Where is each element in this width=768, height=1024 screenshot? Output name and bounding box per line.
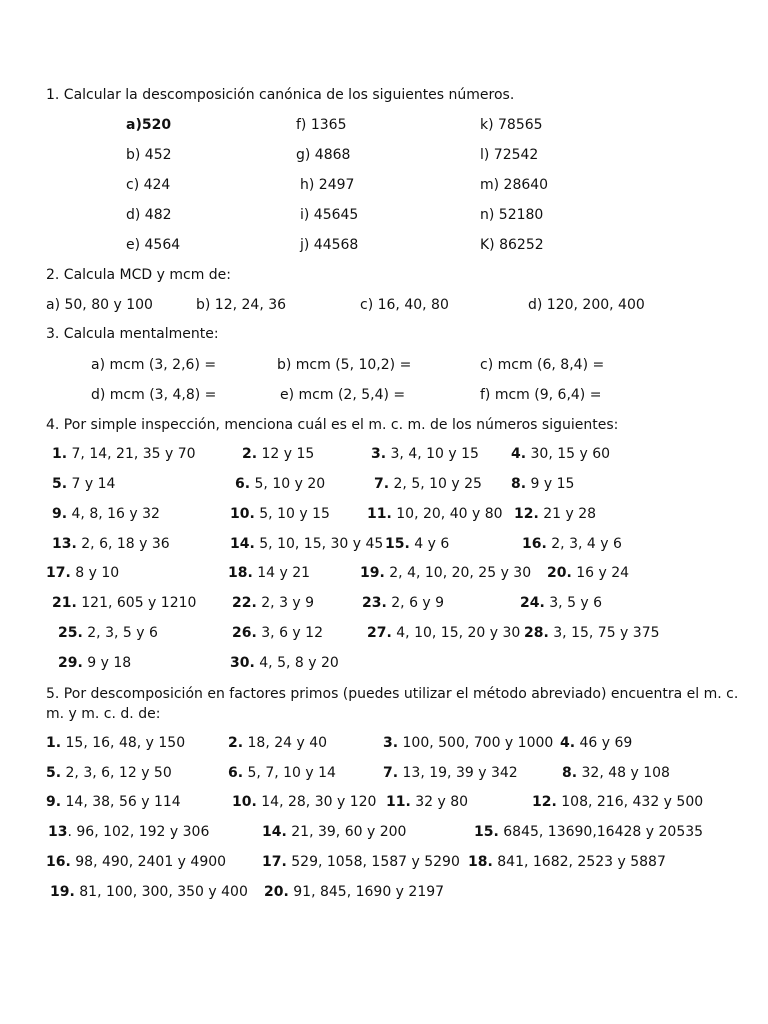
s5-item: 19. 81, 100, 300, 350 y 400 bbox=[50, 884, 248, 900]
s5-item: 3. 100, 500, 700 y 1000 bbox=[383, 735, 554, 751]
s5-item: 6. 5, 7, 10 y 14 bbox=[228, 765, 336, 781]
s1-item-l: l) 72542 bbox=[480, 147, 539, 163]
s4-item: 18. 14 y 21 bbox=[228, 565, 311, 581]
s4-item: 14. 5, 10, 15, 30 y 45 bbox=[230, 536, 384, 552]
s5-item: 9. 14, 38, 56 y 114 bbox=[46, 794, 181, 810]
s4-item: 26. 3, 6 y 12 bbox=[232, 625, 323, 641]
s1-item-b: b) 452 bbox=[126, 147, 172, 163]
section-2-title: 2. Calcula MCD y mcm de: bbox=[46, 267, 232, 283]
s1-item-j: j) 44568 bbox=[300, 237, 359, 253]
s4-item: 4. 30, 15 y 60 bbox=[511, 446, 611, 462]
s5-item: 20. 91, 845, 1690 y 2197 bbox=[264, 884, 445, 900]
s4-item: 9. 4, 8, 16 y 32 bbox=[52, 506, 160, 522]
s3-item-c: c) mcm (6, 8,4) = bbox=[480, 357, 605, 373]
s1-item-h: h) 2497 bbox=[300, 177, 355, 193]
s4-item: 25. 2, 3, 5 y 6 bbox=[58, 625, 158, 641]
s1-item-d: d) 482 bbox=[126, 207, 172, 223]
s4-item: 12. 21 y 28 bbox=[514, 506, 597, 522]
s4-item: 23. 2, 6 y 9 bbox=[362, 595, 445, 611]
s1-item-K: K) 86252 bbox=[480, 237, 544, 253]
s4-item: 8. 9 y 15 bbox=[511, 476, 575, 492]
section-1-title: 1. Calcular la descomposición canónica de los siguientes números. bbox=[46, 87, 515, 103]
section-3-title: 3. Calcula mentalmente: bbox=[46, 326, 219, 342]
s1-item-f: f) 1365 bbox=[296, 117, 347, 133]
s4-item: 3. 3, 4, 10 y 15 bbox=[371, 446, 479, 462]
s1-item-a: a)520 bbox=[126, 117, 172, 133]
s1-item-i: i) 45645 bbox=[300, 207, 359, 223]
s5-item: 15. 6845, 13690,16428 y 20535 bbox=[474, 824, 704, 840]
s5-item: 14. 21, 39, 60 y 200 bbox=[262, 824, 407, 840]
s5-item: 10. 14, 28, 30 y 120 bbox=[232, 794, 377, 810]
s5-item: 13. 96, 102, 192 y 306 bbox=[48, 824, 210, 840]
s5-item: 7. 13, 19, 39 y 342 bbox=[383, 765, 518, 781]
s5-item: 11. 32 y 80 bbox=[386, 794, 469, 810]
s5-item: 16. 98, 490, 2401 y 4900 bbox=[46, 854, 227, 870]
s4-item: 13. 2, 6, 18 y 36 bbox=[52, 536, 170, 552]
s1-item-m: m) 28640 bbox=[480, 177, 549, 193]
s4-item: 5. 7 y 14 bbox=[52, 476, 116, 492]
s4-item: 28. 3, 15, 75 y 375 bbox=[524, 625, 660, 641]
s4-item: 29. 9 y 18 bbox=[58, 655, 132, 671]
s1-item-g: g) 4868 bbox=[296, 147, 351, 163]
s3-item-f: f) mcm (9, 6,4) = bbox=[480, 387, 602, 403]
s4-item: 22. 2, 3 y 9 bbox=[232, 595, 315, 611]
s4-item: 27. 4, 10, 15, 20 y 30 bbox=[367, 625, 521, 641]
s1-item-c: c) 424 bbox=[126, 177, 171, 193]
s4-item: 20. 16 y 24 bbox=[547, 565, 630, 581]
s5-item: 4. 46 y 69 bbox=[560, 735, 633, 751]
s4-item: 7. 2, 5, 10 y 25 bbox=[374, 476, 482, 492]
s4-item: 19. 2, 4, 10, 20, 25 y 30 bbox=[360, 565, 532, 581]
s2-item-c: c) 16, 40, 80 bbox=[360, 297, 449, 313]
s4-item: 2. 12 y 15 bbox=[242, 446, 315, 462]
s4-item: 30. 4, 5, 8 y 20 bbox=[230, 655, 339, 671]
s5-item: 18. 841, 1682, 2523 y 5887 bbox=[468, 854, 666, 870]
s5-item: 5. 2, 3, 6, 12 y 50 bbox=[46, 765, 172, 781]
s4-item: 11. 10, 20, 40 y 80 bbox=[367, 506, 503, 522]
s1-item-n: n) 52180 bbox=[480, 207, 544, 223]
s2-item-b: b) 12, 24, 36 bbox=[196, 297, 287, 313]
s1-item-k: k) 78565 bbox=[480, 117, 543, 133]
s2-item-d: d) 120, 200, 400 bbox=[528, 297, 645, 313]
s4-item: 16. 2, 3, 4 y 6 bbox=[522, 536, 622, 552]
section-5-title: 5. Por descomposición en factores primos (puedes utilizar el método abreviado) encuentra el m. c. m. y m. c. d. de: bbox=[46, 686, 739, 722]
s5-item: 1. 15, 16, 48, y 150 bbox=[46, 735, 186, 751]
s2-item-a: a) 50, 80 y 100 bbox=[46, 297, 153, 313]
s5-item: 8. 32, 48 y 108 bbox=[562, 765, 670, 781]
s5-item: 2. 18, 24 y 40 bbox=[228, 735, 328, 751]
s5-item: 17. 529, 1058, 1587 y 5290 bbox=[262, 854, 460, 870]
s4-item: 6. 5, 10 y 20 bbox=[235, 476, 326, 492]
section-4-title: 4. Por simple inspección, menciona cuál es el m. c. m. de los números siguientes: bbox=[46, 417, 619, 433]
s4-item: 1. 7, 14, 21, 35 y 70 bbox=[52, 446, 196, 462]
s3-item-e: e) mcm (2, 5,4) = bbox=[280, 387, 406, 403]
s4-item: 24. 3, 5 y 6 bbox=[520, 595, 603, 611]
s3-item-b: b) mcm (5, 10,2) = bbox=[277, 357, 412, 373]
s4-item: 15. 4 y 6 bbox=[385, 536, 450, 552]
s4-item: 17. 8 y 10 bbox=[46, 565, 120, 581]
s3-item-d: d) mcm (3, 4,8) = bbox=[91, 387, 217, 403]
s1-item-e: e) 4564 bbox=[126, 237, 181, 253]
s5-item: 12. 108, 216, 432 y 500 bbox=[532, 794, 704, 810]
s4-item: 21. 121, 605 y 1210 bbox=[52, 595, 197, 611]
s3-item-a: a) mcm (3, 2,6) = bbox=[91, 357, 217, 373]
s4-item: 10. 5, 10 y 15 bbox=[230, 506, 330, 522]
